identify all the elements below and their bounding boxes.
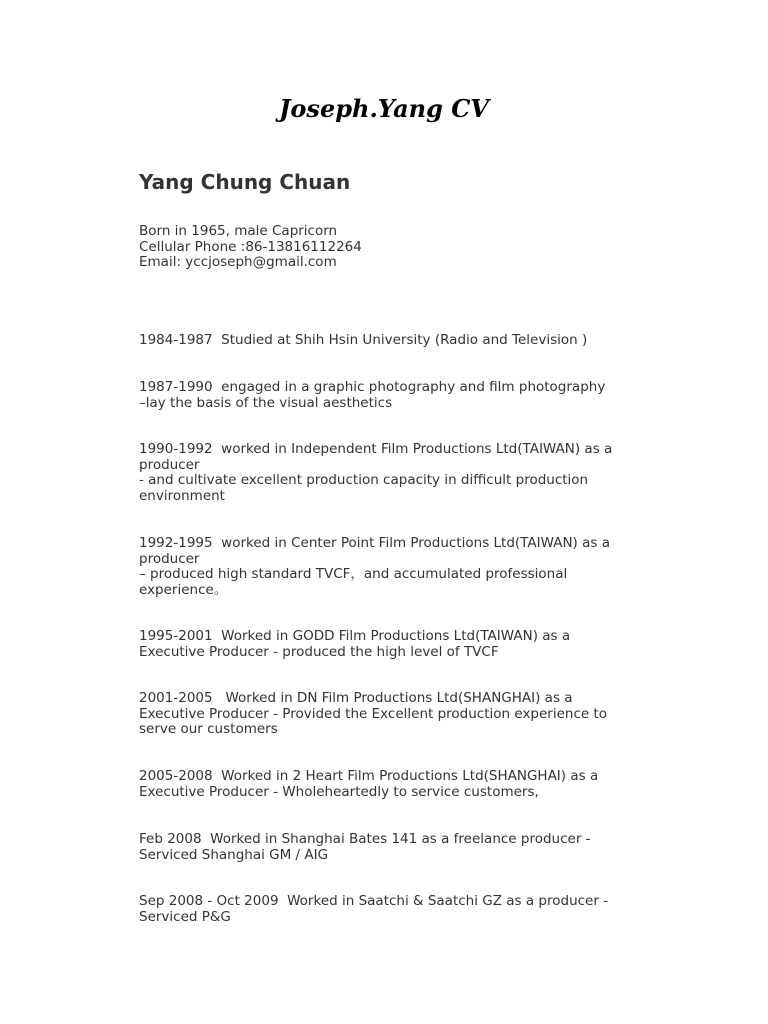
career-entry-1995: 1995-2001 Worked in GODD Film Productions Ltd(TAIWAN) as a Executive Producer - produced the high level of TVCF [139,628,571,660]
phone-info: Cellular Phone :86-13816112264 [139,238,362,255]
career-entry-feb-2008: Feb 2008 Worked in Shanghai Bates 141 as a freelance producer - Serviced Shanghai GM / AIG [139,831,591,863]
career-entry-1992: 1992-1995 worked in Center Point Film Productions Ltd(TAIWAN) as a producer – produced high standard TVCF，and accumulated professional experience。 [139,535,610,598]
career-entry-2001: 2001-2005 Worked in DN Film Productions Ltd(SHANGHAI) as a Executive Producer - Provided the Excellent production experience to serve our customers [139,690,608,737]
birth-info: Born in 1965, male Capricorn [139,223,338,239]
career-entry-1987: 1987-1990 engaged in a graphic photography and film photography –lay the basis of the visual aesthetics [139,379,606,411]
career-entry-2005: 2005-2008 Worked in 2 Heart Film Productions Ltd(SHANGHAI) as a Executive Producer - Wholeheartedly to service customers, [139,768,599,800]
career-entry-1984: 1984-1987 Studied at Shih Hsin University (Radio and Television ) [139,332,588,348]
career-entry-1990: 1990-1992 worked in Independent Film Productions Ltd(TAIWAN) as a producer - and cultivate excellent production capacity in difficult production environment [139,441,613,504]
document-title: Joseph.Yang CV [279,94,489,123]
career-entry-sep-2008: Sep 2008 - Oct 2009 Worked in Saatchi & Saatchi GZ as a producer - Serviced P&G [139,893,609,925]
email-info: Email: yccjoseph@gmail.com [139,254,337,270]
person-name: Yang Chung Chuan [139,170,351,194]
contact-block [139,224,362,271]
